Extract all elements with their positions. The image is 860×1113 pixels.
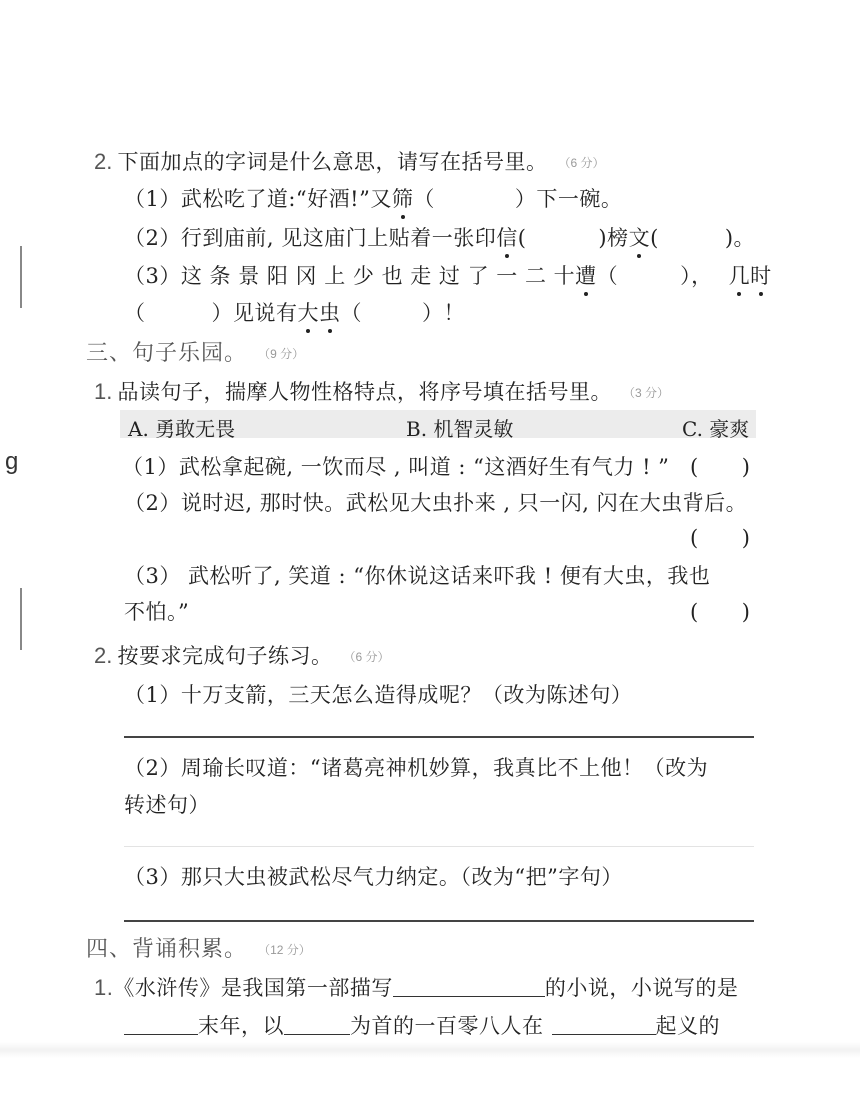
open-paren: （ xyxy=(596,264,619,288)
question-text: 按要求完成句子练习。 xyxy=(117,644,333,668)
question-number: 2. xyxy=(94,643,113,668)
answer-line[interactable] xyxy=(124,736,754,738)
dotted-word: 虫 xyxy=(319,297,341,327)
line-text: （3）这 条 景 阳 冈 上 少 也 走 过 了 一 二 十 xyxy=(124,264,576,288)
line-text: 《水浒传》是我国第一部描写 xyxy=(113,976,393,1000)
line-text: （2）行到庙前, 见这庙门上贴着一张印 xyxy=(124,226,497,250)
exercise-3: （3）那只大虫被武松尽气力纳定。（改为“把”字句） xyxy=(124,865,623,889)
question-3-1-title xyxy=(94,376,669,406)
answer-line-3 xyxy=(124,260,772,290)
section-4-heading xyxy=(86,932,311,963)
line-text: )。 xyxy=(724,226,756,250)
exercise-1: （1）十万支箭，三天怎么造得成呢？（改为陈述句） xyxy=(124,683,633,707)
fill-blank[interactable] xyxy=(393,978,545,997)
open-paren: ( xyxy=(517,226,527,250)
line-text: 起义的 xyxy=(655,1014,720,1038)
fill-blank[interactable] xyxy=(124,1016,198,1035)
answer-line[interactable] xyxy=(124,920,754,922)
option-a: A. 勇敢无畏 xyxy=(128,417,236,441)
answer-line-4 xyxy=(124,297,465,327)
answer-paren[interactable]: ( ) xyxy=(690,455,751,479)
points-label: （9 分） xyxy=(258,347,305,361)
answer-line[interactable] xyxy=(124,846,754,847)
fill-line-1 xyxy=(94,972,738,1002)
section-3-heading xyxy=(86,336,304,367)
answer-line-2 xyxy=(124,222,755,252)
points-label: （6 分） xyxy=(558,156,605,170)
line-text: ）见说有 xyxy=(211,301,298,325)
fill-line-2 xyxy=(124,1010,720,1040)
question-2-title xyxy=(94,146,605,176)
dotted-word: 几 xyxy=(729,260,751,290)
open-paren: ( xyxy=(650,226,659,250)
points-label: （12 分） xyxy=(258,943,311,957)
dotted-word: 时 xyxy=(750,260,772,290)
points-label: （6 分） xyxy=(343,650,390,664)
sentence-3: （3） 武松听了, 笑道 : “你休说这话来吓我 ! 便有大虫，我也 xyxy=(124,564,711,588)
question-number: 1. xyxy=(94,379,113,404)
answer-paren[interactable]: ( ) xyxy=(690,600,751,624)
open-paren: （ xyxy=(124,301,146,325)
answer-paren[interactable]: ( ) xyxy=(690,526,751,550)
line-text: ）下一碗。 xyxy=(514,187,623,211)
page-edge-line xyxy=(20,246,22,308)
question-text: 下面加点的字词是什么意思，请写在括号里。 xyxy=(117,150,548,174)
line-text: （1）武松吃了道:“好酒!”又 xyxy=(124,187,392,211)
dotted-word: 遭 xyxy=(575,260,597,290)
exercise-2-cont: 转述句） xyxy=(124,793,210,817)
line-text: )榜 xyxy=(598,226,629,250)
line-text: ）！ xyxy=(422,301,465,325)
dotted-word: 文 xyxy=(629,222,651,252)
sentence-3-cont: 不怕。” xyxy=(124,600,190,624)
points-label: （3 分） xyxy=(623,386,670,400)
fill-blank[interactable] xyxy=(552,1016,656,1035)
option-b: B. 机智灵敏 xyxy=(406,417,514,441)
section-title: 三、句子乐园。 xyxy=(86,340,248,365)
open-paren: （ xyxy=(340,301,362,325)
sentence-1: （1）武松拿起碗, 一饮而尽 , 叫道 : “这酒好生有气力 ! ” xyxy=(122,455,670,479)
line-text: 的小说，小说写的是 xyxy=(544,976,739,1000)
dotted-word: 筛 xyxy=(392,183,414,213)
page-edge-line xyxy=(20,588,22,650)
section-title: 四、背诵积累。 xyxy=(86,936,248,961)
sentence-2: （2）说时迟, 那时快。武松见大虫扑来 , 只一闪, 闪在大虫背后。 xyxy=(124,491,748,515)
line-text: 为首的一百零八人在 xyxy=(350,1014,544,1038)
question-number: 2. xyxy=(94,149,113,174)
fill-blank[interactable] xyxy=(284,1016,350,1035)
dotted-word: 信 xyxy=(496,222,518,252)
question-number: 1. xyxy=(94,975,114,1000)
option-c: C. 豪爽 xyxy=(682,417,750,441)
answer-line-1 xyxy=(124,183,622,213)
bottom-smudge xyxy=(0,1042,860,1058)
line-text: 末年，以 xyxy=(198,1014,284,1038)
line-text: ）， xyxy=(680,264,713,288)
question-3-2-title xyxy=(94,640,390,670)
question-text: 品读句子，揣摩人物性格特点，将序号填在括号里。 xyxy=(117,380,612,404)
dotted-word: 大 xyxy=(298,297,320,327)
page-edge-mark: g xyxy=(5,448,19,475)
open-paren: （ xyxy=(413,187,435,211)
exercise-2: （2）周瑜长叹道：“诸葛亮神机妙算，我真比不上他！（改为 xyxy=(124,756,709,780)
